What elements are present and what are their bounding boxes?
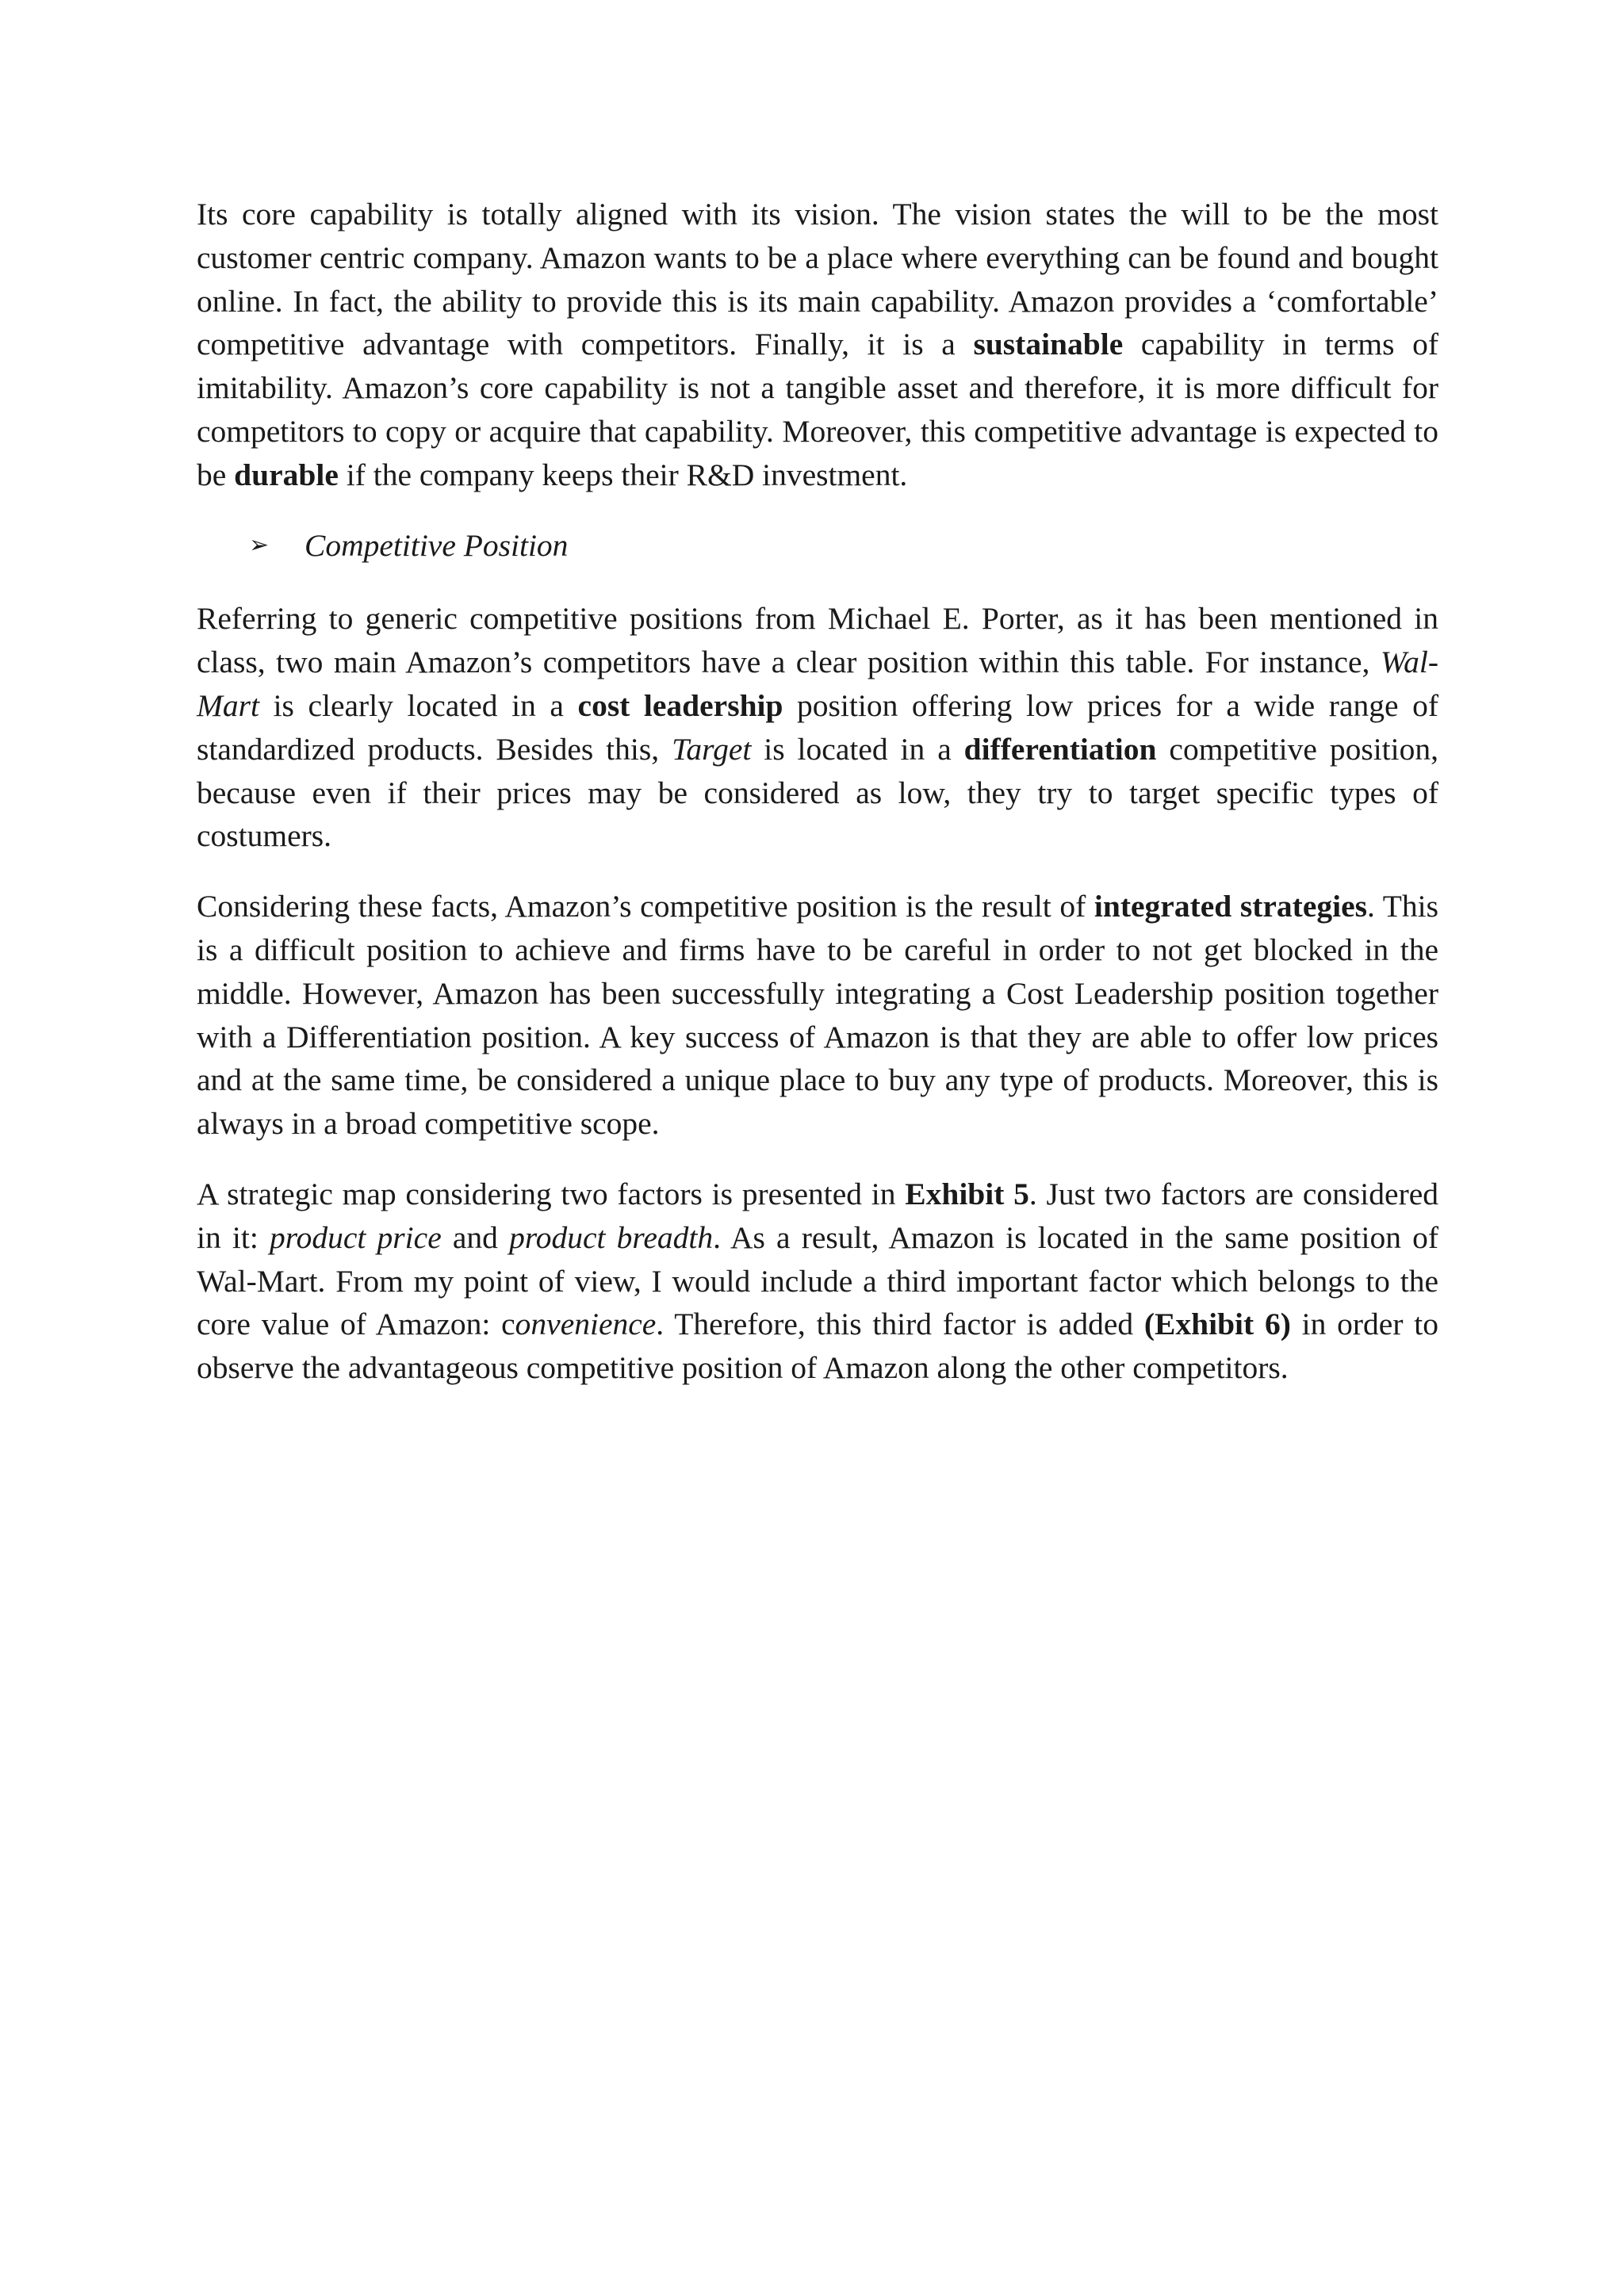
italic-term-product-price: product price (269, 1219, 442, 1255)
paragraph-integrated-strategies (197, 885, 1438, 1146)
section-heading-text: Competitive Position (304, 527, 569, 563)
text-run: . This is a difficult position to achieve and firms have to be careful in order to not get blocked in the middle. However, Amazon has been successfully integrating a Cost Leadership position together with a Differentiation position. A key success of Amazon is that they are able to offer low prices and at the same time, be considered a unique place to buy any type of products. Moreover, this is always in a broad competitive scope. (197, 889, 1438, 1142)
text-run: . Just two factors are considered in it: (197, 1176, 1438, 1255)
text-run: Its core capability is totally aligned with its vision. The vision states the will to be the most customer centric company. Amazon wants to be a place where everything can be found and bought online. In fact, the ability to provide this is its main capability. Amazon provides a ‘comfortable’ competitive advantage with competitors. Finally, it is a (197, 197, 1438, 362)
italic-term-target: Target (672, 731, 752, 767)
arrow-bullet-icon: ➢ (249, 531, 270, 558)
bold-term-sustainable: sustainable (973, 327, 1124, 362)
text-run: position offering low prices for a wide range of standardized products. Besides this, (197, 687, 1438, 767)
italic-term-convenience: onvenience (515, 1307, 657, 1342)
bold-term-differentiation: differentiation (963, 731, 1157, 767)
document-page (197, 193, 1438, 1417)
text-run: Referring to generic competitive positions from Michael E. Porter, as it has been mentioned in class, two main Amazon’s competitors have a clear position within this table. For instance, (197, 601, 1438, 680)
bold-term-cost-leadership: cost leadership (577, 687, 783, 723)
text-run: capability in terms of imitability. Amazon’s core capability is not a tangible asset and therefore, it is more difficult for competitors to copy or acquire that capability. Moreover, this competitive advantage is expected to be (197, 327, 1438, 492)
text-run: if the company keeps their R&D investment. (338, 457, 908, 492)
text-run: and (441, 1219, 510, 1255)
bold-ref-exhibit-6: (Exhibit 6) (1143, 1307, 1291, 1342)
text-run: is clearly located in a (259, 687, 578, 723)
text-run: Considering these facts, Amazon’s competitive position is the result of (197, 889, 1094, 924)
italic-term-product-breadth: product breadth (509, 1219, 714, 1255)
text-run: is located in a (751, 731, 964, 767)
bold-ref-exhibit-5: Exhibit 5 (905, 1176, 1029, 1211)
paragraph-strategic-map (197, 1173, 1438, 1390)
bold-term-integrated-strategies: integrated strategies (1094, 889, 1367, 924)
paragraph-porter-positions (197, 597, 1438, 858)
section-heading (197, 524, 1438, 568)
text-run: in order to observe the advantageous competitive position of Amazon along the other competitors. (197, 1307, 1438, 1386)
text-run: A strategic map considering two factors is presented in (197, 1176, 906, 1211)
text-run: . As a result, Amazon is located in the same position of Wal-Mart. From my point of view, I would include a third important factor which belongs to the core value of Amazon: c (197, 1219, 1439, 1342)
italic-term-walmart: Wal-Mart (197, 645, 1438, 723)
text-run: competitive position, because even if their prices may be considered as low, they try to target specific types of costumers. (197, 731, 1439, 854)
text-run: . Therefore, this third factor is added (656, 1307, 1144, 1342)
bold-term-durable: durable (234, 457, 339, 492)
paragraph-core-capability (197, 193, 1438, 497)
